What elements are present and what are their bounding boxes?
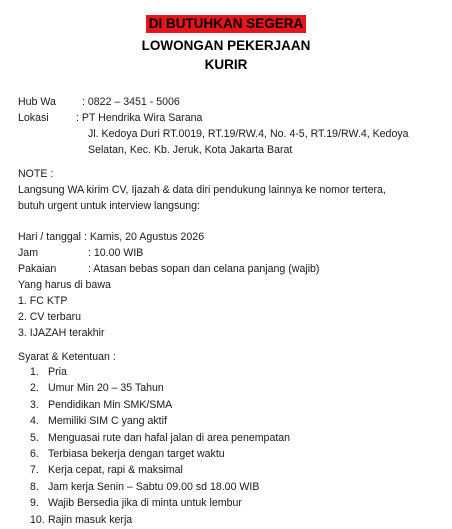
- requirement-item: [30, 480, 290, 496]
- requirement-item: [30, 431, 290, 447]
- contact-lokasi-row: [18, 111, 202, 125]
- jam-label: Jam: [18, 247, 39, 259]
- note-heading: NOTE :: [18, 168, 54, 180]
- bring-item: 2. CV terbaru: [18, 311, 82, 323]
- requirement-text: Wajib Bersedia jika di minta untuk lembur: [48, 497, 242, 510]
- requirement-number: 10.: [30, 513, 45, 526]
- note-line-2: butuh urgent untuk interview langsung:: [18, 200, 200, 212]
- requirement-item: [30, 398, 290, 414]
- pakaian-value: : Atasan bebas sopan dan celana panjang (wajib): [88, 263, 320, 275]
- position-title: KURIR: [204, 57, 248, 72]
- requirement-number: 7.: [30, 464, 39, 477]
- hub-value: : 0822 – 3451 - 5006: [82, 96, 180, 108]
- requirement-number: 1.: [30, 366, 39, 378]
- requirement-item: [30, 381, 290, 397]
- requirement-number: 6.: [30, 447, 39, 460]
- requirement-text: Jam kerja Senin – Sabtu 09.00 sd 18.00 WIB: [48, 480, 260, 493]
- bring-item: 1. FC KTP: [18, 295, 68, 307]
- requirement-number: 5.: [30, 431, 39, 444]
- requirements-heading: Syarat & Ketentuan :: [18, 351, 116, 363]
- dress-code-row: [18, 262, 319, 276]
- requirement-text: Memiliki SIM C yang aktif: [48, 415, 167, 428]
- requirements-list: [30, 365, 290, 529]
- bring-heading: Yang harus di bawa: [18, 279, 111, 291]
- requirement-text: Menguasai rute dan hafal jalan di area penempatan: [48, 431, 291, 444]
- interview-date: Hari / tanggal : Kamis, 20 Agustus 2026: [18, 231, 205, 243]
- requirement-number: 8.: [30, 480, 39, 493]
- requirement-item: [30, 365, 290, 381]
- lokasi-value: : PT Hendrika Wira Sarana: [76, 112, 203, 124]
- requirement-text: Pendidikan Min SMK/SMA: [48, 398, 173, 411]
- contact-hub-row: [18, 95, 180, 109]
- requirement-number: 2.: [30, 382, 39, 395]
- address-line-1: Jl. Kedoya Duri RT.0019, RT.19/RW.4, No. 4-5, RT.19/RW.4, Kedoya: [88, 128, 409, 140]
- requirement-text: Rajin masuk kerja: [48, 513, 133, 526]
- page-title: LOWONGAN PEKERJAAN: [141, 38, 311, 53]
- requirement-text: Kerja cepat, rapi & maksimal: [48, 464, 183, 477]
- requirement-item: [30, 496, 290, 512]
- address-line-2: Selatan, Kec. Kb. Jeruk, Kota Jakarta Barat: [88, 144, 293, 156]
- hub-label: Hub Wa: [18, 96, 56, 108]
- pakaian-label: Pakaian: [18, 263, 57, 275]
- urgent-label: DI BUTUHKAN SEGERA: [146, 15, 307, 33]
- requirement-text: Umur Min 20 – 35 Tahun: [48, 382, 164, 395]
- lokasi-label: Lokasi: [18, 112, 49, 124]
- note-line-1: Langsung WA kirim CV, Ijazah & data diri pendukung lainnya ke nomor tertera,: [18, 184, 386, 196]
- requirement-number: 4.: [30, 415, 39, 428]
- interview-time-row: [18, 246, 143, 260]
- requirement-text: Pria: [48, 366, 67, 378]
- requirement-number: 3.: [30, 398, 39, 411]
- requirement-number: 9.: [30, 497, 39, 510]
- requirement-item: [30, 513, 290, 529]
- requirement-item: [30, 447, 290, 463]
- requirement-text: Terbiasa bekerja dengan target waktu: [48, 447, 225, 460]
- requirement-item: [30, 414, 290, 430]
- requirement-item: [30, 463, 290, 479]
- jam-value: : 10.00 WIB: [88, 247, 144, 259]
- urgent-banner: [0, 15, 452, 33]
- bring-item: 3. IJAZAH terakhir: [18, 327, 105, 339]
